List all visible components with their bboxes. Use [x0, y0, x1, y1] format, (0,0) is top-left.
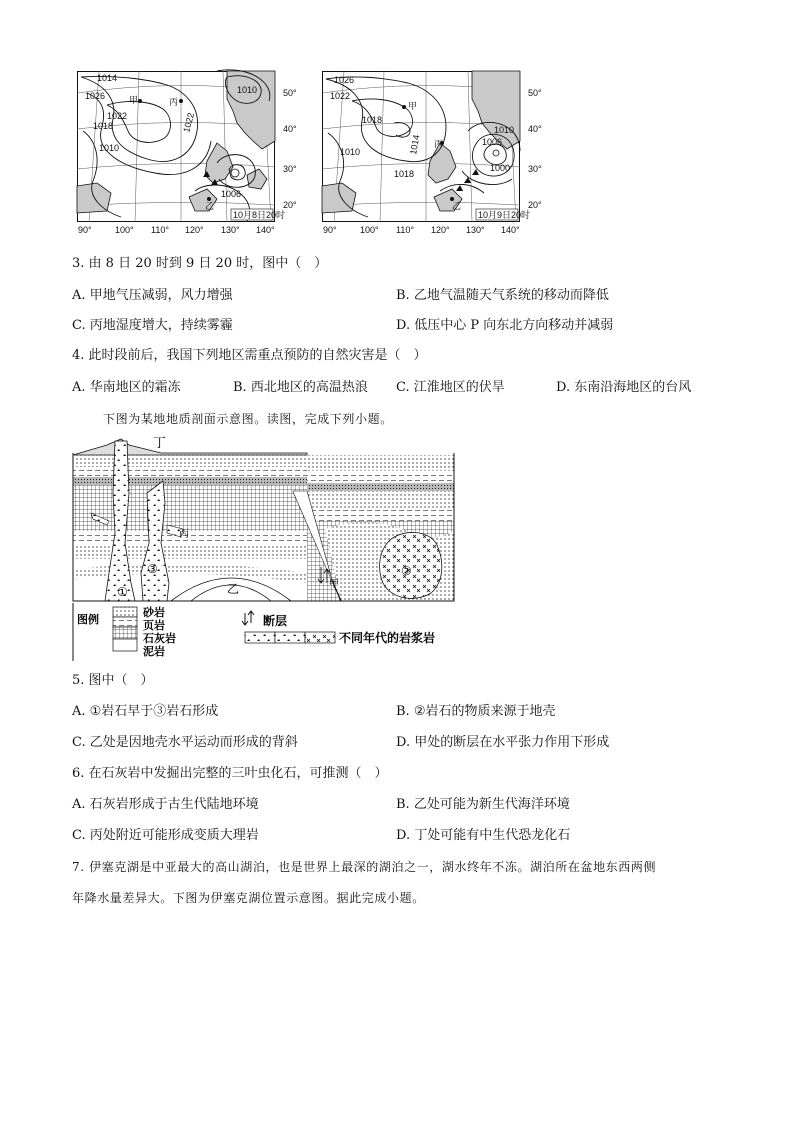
station-jia-label: 甲: [408, 101, 418, 111]
legend-mudstone-swatch: [113, 639, 137, 651]
jia-label: 甲: [329, 579, 339, 590]
bing-label: 丙: [179, 529, 189, 540]
lat-label: 50°: [528, 88, 542, 98]
lat-label: 30°: [528, 164, 542, 174]
map-date-label: 10月9日20时: [478, 210, 531, 220]
isobar-label: 1000: [490, 163, 511, 173]
lon-label: 110°: [151, 225, 169, 235]
q7-line-2: 年降水量差异大。下图为伊塞克湖位置示意图。据此完成小题。: [72, 891, 425, 905]
station-bing-label: 丙: [169, 97, 179, 107]
legend-limestone-label: 石灰岩: [143, 633, 176, 645]
legend-magma-swatch-2: [275, 632, 305, 643]
legend-sandstone-swatch: [113, 607, 137, 617]
isobar-label: 1022: [330, 91, 351, 101]
q3-option-a[interactable]: A. 甲地气压减弱，风力增强: [72, 288, 233, 303]
lat-label: 30°: [283, 164, 297, 174]
q4-option-a[interactable]: A. 华南地区的霜冻: [72, 380, 181, 395]
weather-map-right: [322, 71, 531, 222]
lat-label: 40°: [528, 124, 542, 134]
legend-shale-swatch: [113, 617, 137, 627]
legend-limestone-swatch: [113, 627, 137, 639]
q5-stem: 5. 图中（ ）: [72, 673, 154, 688]
legend-magma-label: 不同年代的岩浆岩: [339, 631, 436, 645]
isobar-label: 1010: [494, 125, 515, 135]
legend-magma-swatch-1: [245, 632, 275, 643]
lon-label: 100°: [115, 225, 134, 235]
magma-two-label: ②: [401, 564, 412, 578]
q4-option-c[interactable]: C. 江淮地区的伏旱: [396, 380, 505, 395]
map-date-label: 10月8日20时: [233, 210, 286, 220]
q6-stem: 6. 在石灰岩中发掘出完整的三叶虫化石，可推测（ ）: [72, 766, 388, 781]
q6-option-a[interactable]: A. 石灰岩形成于古生代陆地环境: [72, 797, 259, 812]
isobar-label: 1014: [97, 73, 118, 83]
q3-option-c[interactable]: C. 丙地湿度增大，持续雾霾: [72, 318, 233, 333]
lat-label: 40°: [283, 124, 297, 134]
isobar-label: 1010: [237, 85, 258, 95]
weather-map-left: [77, 71, 286, 222]
isobar-label: 1018: [394, 169, 415, 179]
isobar-label: 1026: [334, 75, 355, 85]
q6-option-b[interactable]: B. 乙处可能为新生代海洋环境: [396, 797, 570, 812]
q4-stem: 4. 此时段前后，我国下列地区需重点预防的自然灾害是（ ）: [72, 348, 427, 363]
lon-label: 110°: [396, 225, 414, 235]
q4-option-d[interactable]: D. 东南沿海地区的台风: [556, 380, 692, 395]
isobar-label: 1026: [85, 91, 106, 101]
q3-option-b[interactable]: B. 乙地气温随天气系统的移动而降低: [396, 288, 609, 303]
q5-option-c[interactable]: C. 乙处是因地壳水平运动而形成的背斜: [72, 735, 298, 750]
q3-option-d[interactable]: D. 低压中心 P 向东北方向移动并减弱: [396, 318, 614, 333]
legend-fault-label: 断层: [263, 614, 288, 628]
fault-legend-icon: [242, 611, 254, 625]
q6-option-d[interactable]: D. 丁处可能有中生代恐龙化石: [396, 828, 571, 843]
magma-one-label: ①: [117, 585, 128, 599]
legend-sandstone-label: 砂岩: [143, 607, 165, 619]
geo-intro: 下图为某地地质剖面示意图。读图，完成下列小题。: [103, 412, 393, 426]
weather-map-right-drawing: [322, 71, 531, 222]
station-jia-label: 甲: [129, 95, 139, 105]
isobar-label: 1022: [107, 111, 128, 121]
geology-figure-drawing: [71, 433, 456, 661]
lon-label: 130°: [221, 225, 240, 235]
lon-label: 130°: [466, 225, 485, 235]
legend-title: 图例: [77, 614, 99, 626]
lon-label: 90°: [323, 225, 337, 235]
lon-label: 90°: [78, 225, 92, 235]
q4-option-b[interactable]: B. 西北地区的高温热浪: [233, 380, 368, 395]
lon-label: 140°: [256, 225, 275, 235]
yi-label: 乙: [227, 582, 240, 596]
lon-label: 100°: [360, 225, 379, 235]
ding-label: 丁: [153, 435, 167, 450]
q5-option-a[interactable]: A. ①岩石早于③岩石形成: [72, 704, 219, 719]
q5-option-b[interactable]: B. ②岩石的物质来源于地壳: [396, 704, 556, 719]
isobar-label: 1014: [408, 133, 422, 156]
station-yi-label: 乙: [452, 201, 462, 211]
isobar-label: 1018: [362, 115, 383, 125]
isobar-label: 1022: [181, 111, 197, 134]
weather-map-left-drawing: [77, 71, 286, 222]
lon-label: 120°: [185, 225, 204, 235]
isobar-label: 1018: [93, 121, 114, 131]
legend-magma-swatch-3: [305, 632, 335, 643]
q6-option-c[interactable]: C. 丙处附近可能形成变质大理岩: [72, 828, 259, 843]
magma-three-label: ③: [147, 562, 158, 576]
station-bing-label: 丙: [434, 139, 444, 149]
lat-label: 50°: [283, 88, 297, 98]
q7-line-1: 7. 伊塞克湖是中亚最大的高山湖泊，也是世界上最深的湖泊之一，湖水终年不冻。湖泊所在盆地东西两侧: [72, 860, 657, 874]
legend-shale-label: 页岩: [143, 620, 165, 632]
legend-mudstone-label: 泥岩: [143, 646, 165, 658]
isobar-label: 1006: [221, 189, 242, 199]
geology-figure: [71, 433, 456, 661]
q5-option-d[interactable]: D. 甲处的断层在水平张力作用下形成: [396, 735, 610, 750]
station-yi-label: 乙: [205, 201, 215, 211]
q3-stem: 3. 由 8 日 20 时到 9 日 20 时，图中（ ）: [72, 256, 328, 271]
lat-label: 20°: [528, 200, 542, 210]
lat-label: 20°: [283, 200, 297, 210]
isobar-label: 1010: [99, 143, 120, 153]
lon-label: 140°: [501, 225, 520, 235]
lon-label: 120°: [431, 225, 450, 235]
isobar-label: 1010: [340, 147, 361, 157]
isobar-label: 1006: [482, 137, 503, 147]
